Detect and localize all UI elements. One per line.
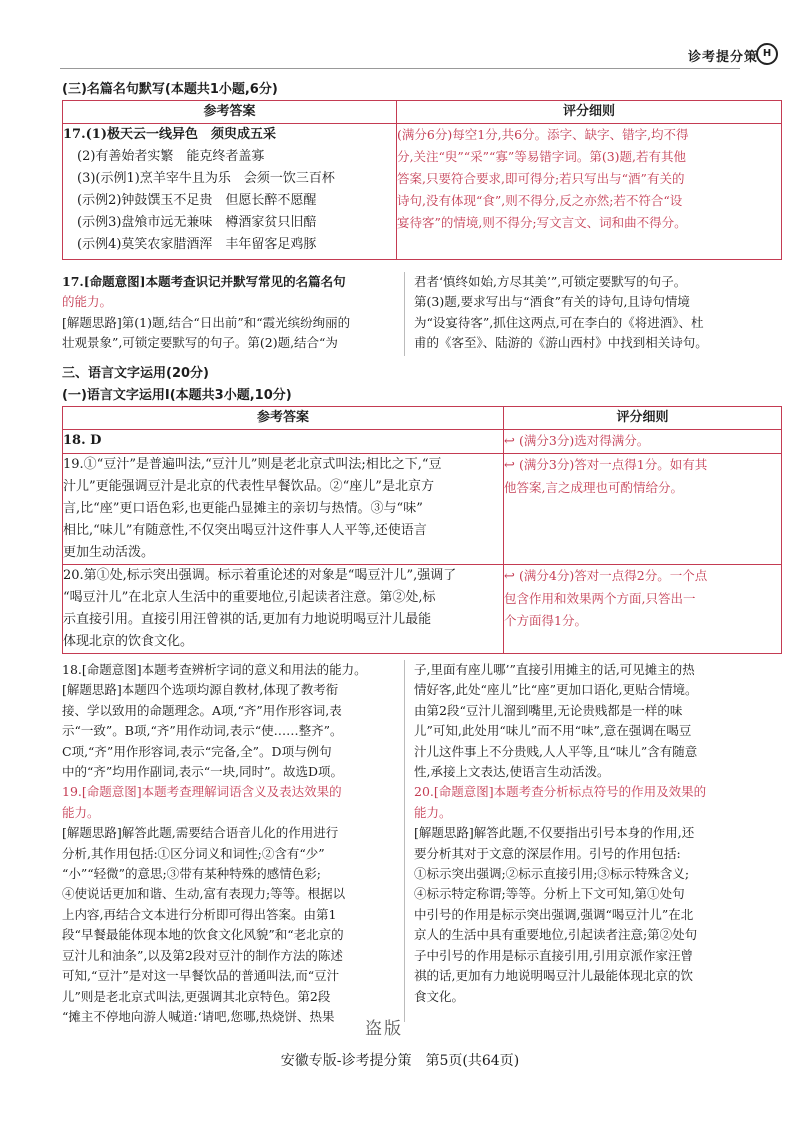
table2-head-answer: 参考答案 [63,407,504,430]
explain-line: 汁儿这件事上不分贵贱,人人平等,且“味儿”含有随意 [414,743,698,759]
answer-19-cell [63,454,504,565]
explain-line: 可知,“豆汁”是对这一早餐饮品的普通叫法,而“豆汁 [62,968,340,984]
explain-line: 能力。 [62,804,100,820]
explain-line: ④使说话更加和谐、生动,富有表现力;等等。根据以 [62,886,346,902]
explain-line: 性,承接上文表达,使语言生动活泼。 [414,764,610,780]
part-3-title: 三、语言文字运用(20分) [62,366,209,381]
explain-line: 中的“齐”均用作副词,表示“一块,同时”。故选D项。 [62,764,344,780]
explain-line: C项,“齐”用作形容词,表示“完备,全”。D项与例句 [62,743,332,759]
answer-17-cell [63,124,397,260]
explain-line: 情好客,此处“座儿”比“座”更加口语化,更贴合情境。 [414,682,698,698]
answer-line: (示例2)钟鼓馔玉不足贵 但愿长醉不愿醒 [77,193,317,208]
explain-line: [解题思路]第(1)题,结合“日出前”和“霞光缤纷绚丽的 [62,314,351,330]
explain-line: 由第2段“豆汁儿溜到嘴里,无论贵贱都是一样的味 [414,702,683,718]
rule-line: ↩ (满分3分)答对一点得1分。如有其 [504,457,708,473]
answer-line: 20.第①处,标示突出强调。标示着重论述的对象是“喝豆汁儿”,强调了 [63,568,457,583]
section-3-title: (三)名篇名句默写(本题共1小题,6分) [62,82,278,97]
answer-line: (示例3)盘飧市远无兼味 樽酒家贫只旧醅 [77,215,317,230]
rule-line: ↩ (满分3分)选对得满分。 [504,433,650,449]
explain-line: 的能力。 [62,294,113,310]
column-divider [404,272,405,356]
explain-line: 豆汁儿和油条”,以及第2段对豆汁的制作方法的陈述 [62,947,343,963]
answer-20-cell [63,565,504,654]
explain-line: 17.[命题意图]本题考查识记并默写常见的名篇名句 [62,274,346,289]
explain-19-20-right [414,660,784,1007]
explain-line: ①标示突出强调;②标示直接引用;③标示特殊含义; [414,866,690,882]
answer-line: 相比,“味儿”有随意性,不仅突出喝豆汁这件事人人平等,还使语言 [63,523,427,538]
subsection-1-title: (一)语言文字运用Ⅰ(本题共3小题,10分) [62,388,292,403]
rule-line: ↩ (满分4分)答对一点得2分。一个点 [504,568,708,584]
explain-line: 君者‘慎终如始,方尽其美’”,可锁定要默写的句子。 [414,274,687,289]
rule-18-cell [504,430,782,454]
answer-line: “喝豆汁儿”在北京人生活中的重要地位,引起读者注意。第②处,标 [63,590,436,605]
explain-line: 段“早餐最能体现本地的饮食文化风貌”和“老北京的 [62,927,344,943]
explain-line: 儿”则是老北京式叫法,更强调其北京特色。第2段 [62,988,331,1004]
table1-head-answer: 参考答案 [63,101,397,124]
explain-line: 分析,其作用包括:①区分词义和词性;②含有“少” [62,845,325,861]
rule-line: 他答案,言之成理也可酌情给分。 [504,480,683,495]
table2-head-rule: 评分细则 [504,407,782,430]
answer-line: (3)(示例1)烹羊宰牛且为乐 会须一饮三百杯 [77,171,335,186]
explain-line: 甫的《客至》、陆游的《游山西村》中找到相关诗句。 [414,335,708,351]
explain-line: 食文化。 [414,988,465,1004]
explain-line: [解题思路]解答此题,不仅要指出引号本身的作用,还 [414,825,695,841]
explain-line: 子,里面有座儿哪’”直接引用摊主的话,可见摊主的热 [414,662,695,677]
rule-line: 包含作用和效果两个方面,只答出一 [504,591,696,606]
explain-line: 20.[命题意图]本题考查分析标点符号的作用及效果的 [414,784,707,800]
explain-line: 京人的生活中具有重要地位,引起读者注意;第②处句 [414,927,698,943]
answer-table-18-20 [62,406,782,654]
explain-18-19-left [62,660,397,1027]
answer-line: (2)有善始者实繁 能克终者盖寡 [77,149,265,164]
explain-17-right [414,272,784,354]
explain-17-left [62,272,397,354]
explain-line: 能力。 [414,804,452,820]
explain-line: ④标示特定称谓;等等。分析上下文可知,第①处句 [414,886,685,902]
explain-line: 子中引号的作用是标示直接引用,引用京派作家汪曾 [414,947,693,963]
brand-title: 诊考提分策 [687,50,758,65]
answer-line: 17.(1)极天云一线异色 须臾成五采 [63,127,276,142]
explain-line: 祺的话,更加有力地说明喝豆汁儿最能体现北京的饮 [414,968,693,984]
explain-line: 中引号的作用是标示突出强调,强调“喝豆汁儿”在北 [414,906,694,922]
answer-line: 言,比“座”更口语色彩,也更能凸显摊主的亲切与热情。③与“味” [63,501,423,516]
explain-line: 示“一致”。B项,“齐”用作动词,表示“使……整齐”。 [62,723,343,739]
brand-logo-icon: H [756,43,778,65]
explain-line: “小”“轻微”的意思;③带有某种特殊的感情色彩; [62,866,321,882]
answer-18-cell [63,430,504,454]
answer-line: 汁儿”更能强调豆汁是北京的代表性早餐饮品。②“座儿”是北京方 [63,479,434,494]
table1-head-rule: 评分细则 [397,101,782,124]
answer-line: 18. D [63,433,102,448]
rule-20-cell [504,565,782,654]
answer-line: 体现北京的饮食文化。 [63,634,194,649]
answer-line: 示直接引用。直接引用汪曾祺的话,更加有力地说明喝豆汁儿最能 [63,612,432,627]
rule-line: 答案,只要符合要求,即可得分;若只写出与“酒”有关的 [397,171,685,186]
piracy-stamp: 盗版 [365,1019,403,1039]
explain-line: [解题思路]解答此题,需要结合语音儿化的作用进行 [62,825,339,841]
explain-line: 18.[命题意图]本题考查辨析字词的意义和用法的能力。 [62,662,367,677]
explain-line: 儿”可知,此处用“味儿”而不用“味”,意在强调在喝豆 [414,723,692,739]
answer-line: (示例4)莫笑农家腊酒浑 丰年留客足鸡豚 [77,237,317,252]
rule-line: 诗句,没有体现“食”,则不得分,反之亦然;若不符合“设 [397,193,683,208]
rule-line: 宴待客”的情境,则不得分;写文言文、词和曲不得分。 [397,215,687,230]
explain-line: 上内容,再结合文本进行分析即可得出答案。由第1 [62,906,337,922]
rule-line: 分,关注“臾”“采”“寡”等易错字词。第(3)题,若有其他 [397,149,686,164]
explain-line: 要分析其对于文意的深层作用。引号的作用包括: [414,845,681,861]
explain-line: 为“设宴待客”,抓住这两点,可在李白的《将进酒》、杜 [414,314,704,330]
rule-17-cell [397,124,782,260]
answer-line: 19.①“豆汁”是普遍叫法,“豆汁儿”则是老北京式叫法;相比之下,“豆 [63,457,442,472]
answer-line: 更加生动活泼。 [63,545,155,560]
rule-line: 个方面得1分。 [504,613,587,628]
explain-line: 第(3)题,要求写出与“酒食”有关的诗句,且诗句情境 [414,294,690,310]
rule-19-cell [504,454,782,565]
explain-line: 壮观景象”,可锁定要默写的句子。第(2)题,结合“为 [62,335,338,351]
explain-line: 接、学以致用的命题理念。A项,“齐”用作形容词,表 [62,702,342,718]
rule-line: (满分6分)每空1分,共6分。添字、缺字、错字,均不得 [397,127,689,142]
explain-line: [解题思路]本题四个选项均源自教材,体现了教考衔 [62,682,339,698]
explain-line: “摊主不停地向游人喊道:‘请吧,您哪,热烧饼、热果 [62,1008,335,1024]
page-footer: 安徽专版-诊考提分策 第5页(共64页) [280,1053,520,1069]
header-divider [60,68,740,69]
answer-table-17 [62,100,782,260]
explain-line: 19.[命题意图]本题考查理解词语含义及表达效果的 [62,784,342,800]
column-divider [404,660,405,1022]
